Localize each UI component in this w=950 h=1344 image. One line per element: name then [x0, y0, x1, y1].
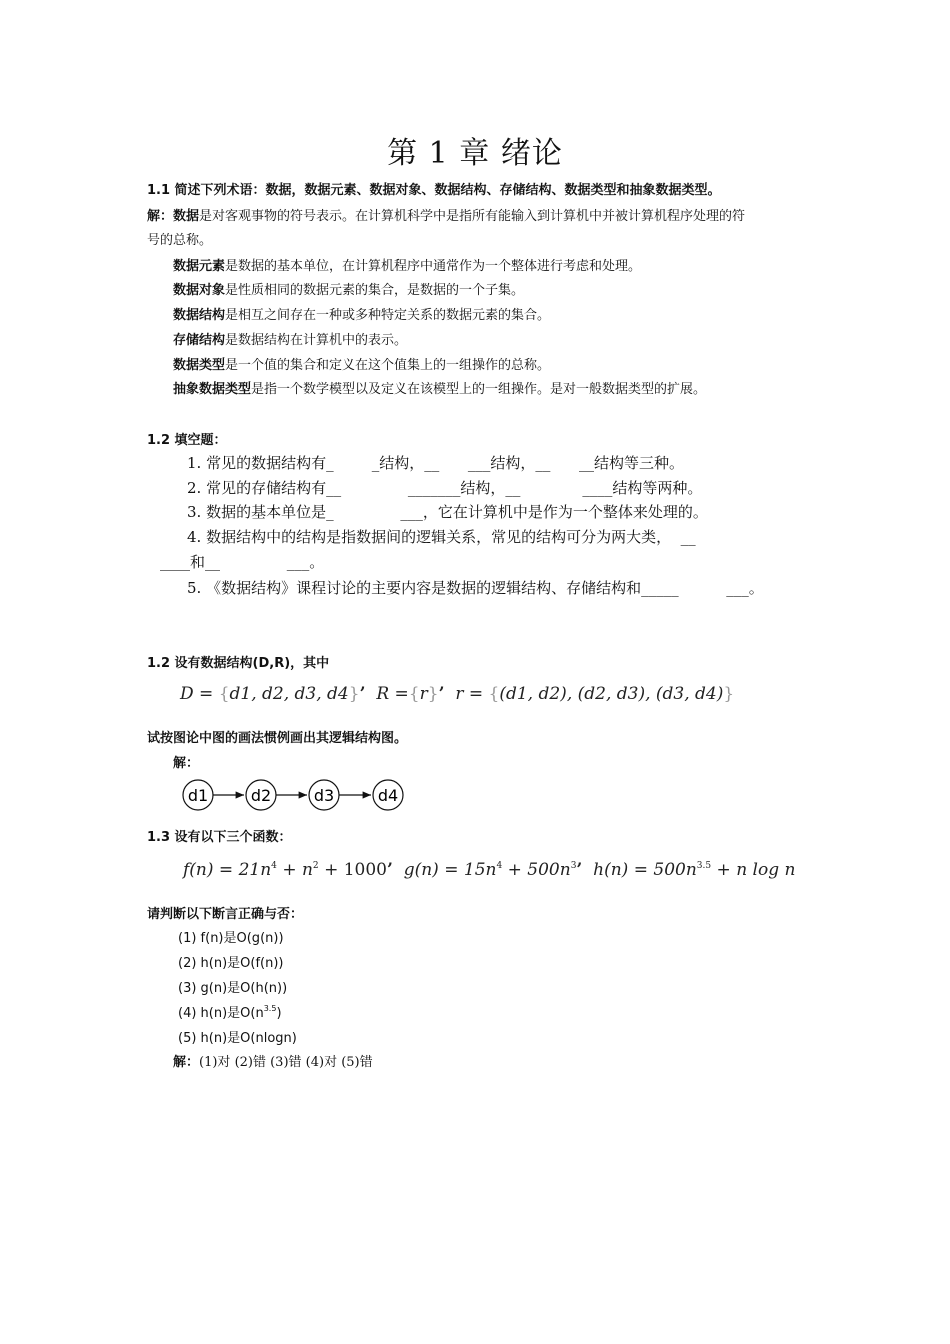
g-term-b: 500n	[527, 860, 571, 880]
term-definition: 是对客观事物的符号表示。在计算机科学中是指所有能输入到计算机中并被计算机程序处理的符	[199, 209, 746, 224]
h-lhs: h(n)	[593, 860, 629, 880]
g-term-a: 15n	[463, 860, 497, 880]
var-R: R	[376, 684, 390, 704]
separator: ’	[438, 684, 445, 704]
fill-question-1: 1. 常见的数据结构有_ _结构，__ ___结构，__ __结构等三种。	[187, 454, 684, 472]
term-label: 数据结构	[173, 308, 226, 323]
assertion-answers	[173, 1051, 373, 1070]
assertion-3: (3) g(n)是O(h(n))	[178, 981, 288, 996]
term-data-structure	[173, 304, 550, 323]
f-term-b-exp: 2	[312, 861, 319, 871]
equals-sign: =	[394, 684, 409, 704]
term-label: 抽象数据类型	[173, 382, 252, 397]
term-definition: 是数据的基本单位，在计算机程序中通常作为一个整体进行考虑和处理。	[225, 259, 642, 274]
fill-question-2: 2. 常见的存储结构有__ _______结构，__ ____结构等两种。	[187, 479, 703, 497]
term-label: 存储结构	[173, 333, 226, 348]
draw-prompt: 试按图论中图的画法惯例画出其逻辑结构图。	[147, 731, 408, 746]
judge-prompt: 请判断以下断言正确与否：	[147, 907, 304, 922]
section-1-2-fill-heading: 1.2 填空题：	[147, 433, 227, 448]
term-data-line	[147, 205, 745, 224]
section-1-1-heading: 1.1 简述下列术语：数据，数据元素、数据对象、数据结构、存储结构、数据类型和抽象数据类型。	[147, 183, 721, 198]
h-term-b: n log n	[736, 860, 796, 880]
term-data-object	[173, 279, 524, 298]
node-d3-label: d3	[313, 786, 335, 805]
term-data-type	[173, 354, 550, 373]
assertion-2: (2) h(n)是O(f(n))	[178, 956, 284, 971]
logical-structure-diagram	[180, 774, 410, 816]
g-term-b-exp: 3	[570, 861, 577, 871]
separator: ’	[359, 684, 366, 704]
term-label: 数据	[173, 209, 200, 224]
term-definition: 是相互之间存在一种或多种特定关系的数据元素的集合。	[225, 308, 551, 323]
answer-label: 解：	[173, 756, 200, 771]
h-term-a-exp: 3.5	[696, 861, 712, 871]
assertion-1: (1) f(n)是O(g(n))	[178, 931, 284, 946]
f-term-a-exp: 4	[271, 861, 277, 871]
node-d4-label: d4	[377, 786, 399, 805]
answer-label: 解：	[173, 1055, 200, 1070]
set-r: (d1, d2), (d2, d3), (d3, d4)	[499, 684, 724, 704]
f-term-b: n	[301, 860, 313, 880]
term-data-element	[173, 255, 641, 274]
var-r: r	[455, 684, 464, 704]
term-definition: 是指一个数学模型以及定义在该模型上的一组操作。是对一般数据类型的扩展。	[251, 382, 707, 397]
equals-sign: =	[199, 684, 214, 704]
var-D: D	[180, 684, 194, 704]
term-definition: 是一个值的集合和定义在这个值集上的一组操作的总称。	[225, 358, 551, 373]
fill-question-5: 5. 《数据结构》课程讨论的主要内容是数据的逻辑结构、存储结构和_____ ___。	[187, 579, 764, 597]
assertion-4	[178, 1002, 282, 1021]
fill-question-4-cont: ____和__ ___。	[160, 553, 325, 571]
node-d1-label: d1	[187, 786, 209, 805]
structure-formula: D = {d1, d2, d3, d4}’ R ={r}’ r = {(d1, d2), (d2, d3), (d3, d4)}	[180, 684, 735, 704]
chapter-title: 第 1 章 绪论	[387, 136, 563, 171]
term-label: 数据元素	[173, 259, 226, 274]
assertion-5: (5) h(n)是O(nlogn)	[178, 1031, 297, 1046]
g-lhs: g(n)	[403, 860, 439, 880]
functions-formula: $f(n) = 21n^4 + n^2 + 1000$’ $g(n) = 15n^4 + 500n^3$’ $h(n) = 500n^{3.5} + n$ log n	[183, 860, 796, 880]
assertion-4-close: )	[276, 1006, 282, 1021]
term-label: 数据类型	[173, 358, 226, 373]
equals-sign: =	[468, 684, 484, 704]
term-label: 数据对象	[173, 283, 226, 298]
assertion-4-exp: 3.5	[263, 1004, 277, 1013]
node-d2-label: d2	[250, 786, 272, 805]
answer-text: (1)对 (2)错 (3)错 (4)对 (5)错	[199, 1055, 373, 1070]
assertion-4-text: (4) h(n)是O(n	[178, 1006, 264, 1021]
fill-question-3: 3. 数据的基本单位是_ ___，它在计算机中是作为一个整体来处理的。	[187, 503, 708, 521]
g-term-a-exp: 4	[496, 861, 503, 871]
fill-question-4: 4. 数据结构中的结构是指数据间的逻辑关系，常见的结构可分为两大类， __	[187, 528, 696, 546]
term-definition-cont: 号的总称。	[147, 233, 213, 248]
section-1-3-heading: 1.3 设有以下三个函数：	[147, 830, 292, 845]
set-R: r	[419, 684, 428, 704]
f-lhs: f(n)	[183, 860, 214, 880]
f-term-c: 1000	[343, 860, 387, 880]
answer-prefix: 解：	[147, 209, 174, 224]
set-D: d1, d2, d3, d4	[229, 684, 349, 704]
section-1-2-structure-heading: 1.2 设有数据结构(D,R)，其中	[147, 656, 330, 671]
h-term-a: 500n	[653, 860, 697, 880]
term-definition: 是数据结构在计算机中的表示。	[225, 333, 408, 348]
f-term-a: 21n	[238, 860, 272, 880]
term-adt	[173, 378, 706, 397]
term-definition: 是性质相同的数据元素的集合，是数据的一个子集。	[225, 283, 525, 298]
term-storage-structure	[173, 329, 407, 348]
